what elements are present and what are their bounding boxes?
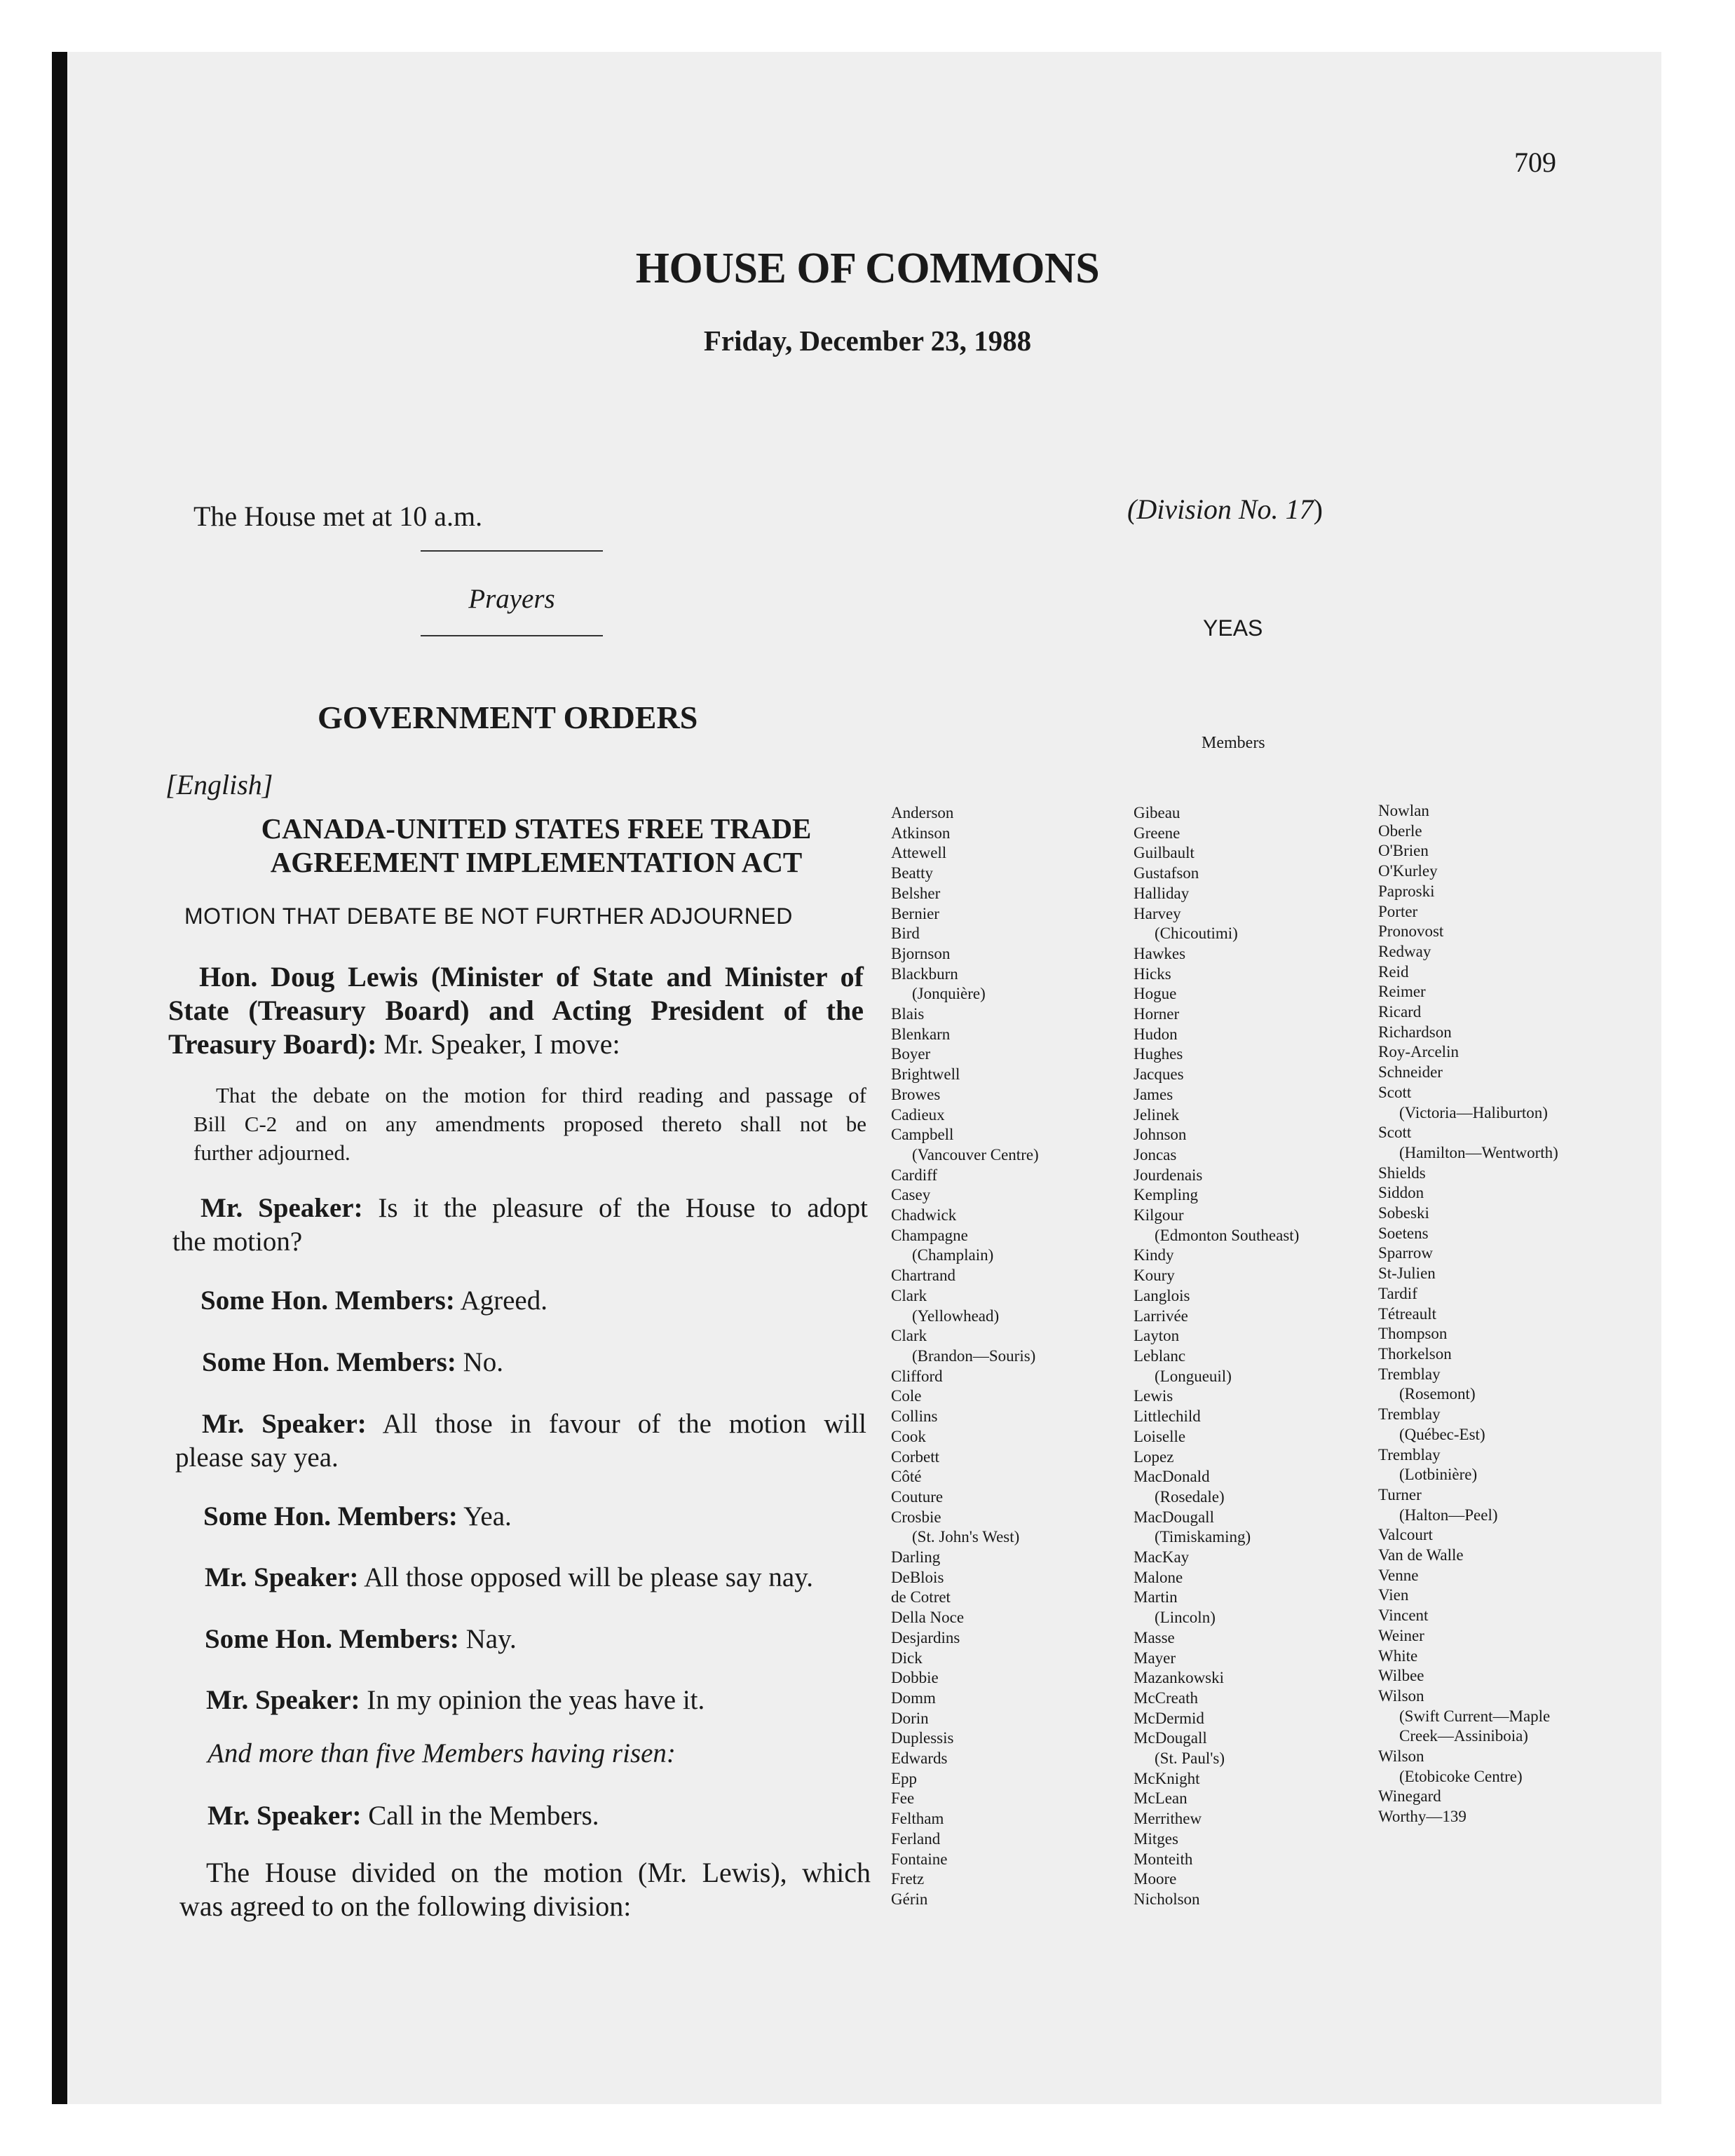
member-name: McLean	[1134, 1789, 1188, 1808]
member-name: Vincent	[1378, 1606, 1429, 1625]
member-name: Harvey	[1134, 904, 1181, 922]
quote-line: That the debate on the motion for third reading and passage of	[216, 1083, 866, 1107]
member-name: Cook	[891, 1427, 926, 1445]
member-name: Della Noce	[891, 1609, 965, 1627]
member-name: Chadwick	[891, 1206, 957, 1224]
member-name: McKnight	[1134, 1769, 1200, 1787]
speech-text: the motion?	[172, 1227, 303, 1257]
member-name: Browes	[891, 1085, 941, 1103]
speaker-name: Mr. Speaker:	[205, 1562, 359, 1592]
member-name: Scott	[1378, 1083, 1412, 1101]
speech-text: In my opinion the yeas have it.	[360, 1685, 705, 1715]
member-name: Duplessis	[891, 1729, 954, 1747]
member-name: Jourdenais	[1134, 1166, 1203, 1184]
speech-text: No.	[456, 1347, 504, 1377]
member-name: Boyer	[891, 1045, 931, 1063]
speech-text: All those in favour of the motion will	[366, 1409, 867, 1439]
members-column-3	[1378, 801, 1558, 1827]
member-name: McDermid	[1134, 1709, 1204, 1727]
quote-line: further adjourned.	[193, 1140, 351, 1165]
member-name: Roy-Arcelin	[1378, 1043, 1459, 1061]
member-name: Weiner	[1378, 1626, 1424, 1644]
member-name: Hughes	[1134, 1045, 1183, 1063]
member-name: Domm	[891, 1688, 936, 1707]
member-name: Soetens	[1378, 1224, 1429, 1242]
member-name: Fontaine	[891, 1850, 948, 1868]
member-name: Venne	[1378, 1566, 1419, 1584]
member-riding: (Lotbinière)	[1399, 1466, 1478, 1484]
quote-line: Bill C-2 and on any amendments proposed thereto shall not be	[193, 1112, 866, 1136]
member-riding: (Vancouver Centre)	[912, 1145, 1039, 1164]
speech-text: Agreed.	[454, 1285, 547, 1316]
member-riding: (Yellowhead)	[912, 1306, 1000, 1325]
yeas-heading: YEAS	[1203, 615, 1263, 641]
member-name: Kempling	[1134, 1186, 1198, 1204]
paragraph-line: The House divided on the motion (Mr. Lewis), which	[206, 1857, 871, 1888]
document-title: HOUSE OF COMMONS	[635, 245, 1100, 292]
member-name: Cardiff	[891, 1166, 938, 1184]
speaker-favour-call	[175, 1407, 866, 1475]
member-name: Kilgour	[1134, 1206, 1184, 1224]
member-name: Dick	[891, 1649, 923, 1667]
member-name: Jelinek	[1134, 1105, 1180, 1124]
speaker-name: Some Hon. Members:	[205, 1624, 459, 1654]
member-name: Winegard	[1378, 1787, 1441, 1806]
speaker-name: Some Hon. Members:	[202, 1347, 456, 1377]
member-name: McCreath	[1134, 1688, 1198, 1707]
binding-edge	[52, 52, 67, 2104]
members-nay	[205, 1623, 517, 1655]
member-name: Reid	[1378, 962, 1409, 981]
member-riding: (Etobicoke Centre)	[1399, 1767, 1523, 1785]
paren: )	[1313, 493, 1323, 525]
division-number	[1127, 493, 1323, 526]
member-name: Casey	[891, 1186, 931, 1204]
speaker-name: Mr. Speaker:	[202, 1409, 367, 1439]
member-name: Bjornson	[891, 944, 951, 962]
speaker-opinion	[206, 1684, 705, 1716]
speech-text: Nay.	[458, 1624, 517, 1654]
member-name: Cole	[891, 1387, 922, 1405]
member-name: Reimer	[1378, 983, 1426, 1001]
member-name: Corbett	[891, 1447, 939, 1466]
member-riding: Creek—Assiniboia)	[1399, 1727, 1528, 1745]
member-name: Chartrand	[891, 1267, 955, 1285]
speaker-call-members	[207, 1800, 599, 1831]
member-name: Dobbie	[891, 1669, 939, 1687]
motion-quote	[193, 1081, 866, 1167]
member-name: Thompson	[1378, 1325, 1448, 1343]
divider-rule	[421, 635, 603, 636]
member-name: Darling	[891, 1548, 941, 1567]
speech-text: All those opposed will be please say nay.	[358, 1562, 813, 1592]
member-name: Nowlan	[1378, 802, 1429, 819]
speech-text: Yea.	[457, 1501, 512, 1531]
member-name: Schneider	[1378, 1063, 1443, 1082]
member-name: Tremblay	[1378, 1365, 1441, 1383]
members-column-1	[891, 803, 1039, 1910]
page-number: 709	[1514, 146, 1556, 178]
member-name: Couture	[891, 1487, 944, 1506]
act-title-line: AGREEMENT IMPLEMENTATION ACT	[270, 846, 803, 878]
member-riding: (Québec-Est)	[1399, 1425, 1485, 1443]
member-name: Clark	[891, 1286, 927, 1304]
speaker-name: State (Treasury Board) and Acting President of the	[168, 995, 864, 1026]
member-name: Epp	[891, 1769, 918, 1787]
division-label: Division No.	[1136, 493, 1286, 525]
prayers-heading: Prayers	[468, 584, 555, 614]
member-name: Joncas	[1134, 1145, 1177, 1164]
member-name: Blenkarn	[891, 1025, 951, 1043]
member-name: Scott	[1378, 1124, 1412, 1142]
member-name: Blais	[891, 1005, 925, 1023]
member-name: Beatty	[891, 864, 934, 882]
member-riding: (Swift Current—Maple	[1399, 1707, 1551, 1725]
member-name: Leblanc	[1134, 1346, 1186, 1365]
member-name: O'Brien	[1378, 842, 1429, 860]
member-name: Van de Walle	[1378, 1546, 1464, 1564]
member-name: Langlois	[1134, 1286, 1190, 1304]
member-name: Bird	[891, 925, 920, 943]
member-name: Merrithew	[1134, 1810, 1202, 1828]
member-name: Lopez	[1134, 1447, 1174, 1466]
member-name: Fee	[891, 1789, 915, 1808]
member-name: Tétreault	[1378, 1304, 1437, 1323]
member-name: Siddon	[1378, 1184, 1424, 1202]
member-name: Hawkes	[1134, 944, 1186, 962]
member-name: MacKay	[1134, 1548, 1190, 1567]
member-name: Loiselle	[1134, 1427, 1186, 1445]
speaker-opposed-call	[205, 1562, 813, 1593]
speech-text: Mr. Speaker, I move:	[376, 1028, 620, 1060]
divider-rule	[421, 550, 603, 552]
member-name: Worthy—139	[1378, 1808, 1467, 1826]
member-riding: (Chicoutimi)	[1155, 925, 1238, 943]
member-riding: (Hamilton—Wentworth)	[1399, 1143, 1558, 1161]
member-name: Gibeau	[1134, 804, 1181, 821]
member-name: Larrivée	[1134, 1306, 1188, 1325]
member-name: Pronovost	[1378, 922, 1444, 941]
member-name: Vien	[1378, 1586, 1409, 1604]
member-name: Campbell	[891, 1126, 954, 1144]
members-risen-note: And more than five Members having risen:	[207, 1738, 676, 1768]
member-name: Crosbie	[891, 1508, 941, 1526]
member-name: Layton	[1134, 1327, 1180, 1345]
member-name: Attewell	[891, 844, 947, 862]
member-name: Edwards	[891, 1749, 948, 1768]
member-name: DeBlois	[891, 1568, 944, 1586]
speaker-adopt-question	[172, 1192, 868, 1259]
speaker-name: Mr. Speaker:	[200, 1193, 363, 1223]
member-name: Tardif	[1378, 1284, 1417, 1302]
member-riding: (Edmonton Southeast)	[1155, 1226, 1300, 1244]
member-name: Mitges	[1134, 1829, 1178, 1848]
section-heading: GOVERNMENT ORDERS	[318, 700, 698, 735]
member-riding: (Champlain)	[912, 1246, 994, 1264]
member-name: Oberle	[1378, 821, 1422, 840]
member-name: Mazankowski	[1134, 1669, 1225, 1687]
member-riding: (Rosedale)	[1155, 1487, 1225, 1506]
member-riding: (Brandon—Souris)	[912, 1346, 1036, 1365]
member-riding: (Halton—Peel)	[1399, 1506, 1498, 1524]
member-name: Johnson	[1134, 1126, 1187, 1144]
member-name: Gérin	[891, 1890, 928, 1908]
member-name: O'Kurley	[1378, 862, 1438, 880]
member-name: Clark	[891, 1327, 927, 1345]
member-name: Porter	[1378, 902, 1418, 920]
paragraph-line: was agreed to on the following division:	[179, 1890, 632, 1922]
member-name: Halliday	[1134, 884, 1190, 902]
speaker-name: Some Hon. Members:	[200, 1285, 455, 1316]
member-name: Wilson	[1378, 1686, 1424, 1705]
act-title	[182, 812, 890, 879]
member-name: Champagne	[891, 1226, 968, 1244]
member-name: Redway	[1378, 942, 1431, 960]
member-name: McDougall	[1134, 1729, 1207, 1747]
member-name: Clifford	[891, 1367, 943, 1385]
speech-text: please say yea.	[175, 1442, 339, 1473]
member-name: Blackburn	[891, 964, 958, 983]
member-name: Wilson	[1378, 1747, 1424, 1766]
member-name: James	[1134, 1085, 1173, 1103]
member-name: MacDougall	[1134, 1508, 1214, 1526]
member-name: Lewis	[1134, 1387, 1173, 1405]
member-name: Cadieux	[891, 1105, 945, 1124]
member-name: Collins	[891, 1407, 938, 1426]
speaker-name: Some Hon. Members:	[203, 1501, 458, 1531]
member-name: Feltham	[891, 1810, 944, 1828]
sitting-date: Friday, December 23, 1988	[703, 325, 1032, 357]
member-name: White	[1378, 1646, 1418, 1665]
member-name: Anderson	[891, 804, 954, 821]
member-name: Thorkelson	[1378, 1344, 1452, 1363]
member-riding: (Rosemont)	[1399, 1385, 1476, 1403]
member-name: Guilbault	[1134, 844, 1195, 862]
member-name: Kindy	[1134, 1246, 1174, 1264]
member-name: Moore	[1134, 1870, 1177, 1888]
member-name: Belsher	[891, 884, 941, 902]
member-name: Fretz	[891, 1870, 925, 1888]
member-name: Atkinson	[891, 824, 951, 842]
member-name: Gustafson	[1134, 864, 1199, 882]
member-name: Côté	[891, 1468, 922, 1486]
speech-text: Call in the Members.	[361, 1801, 599, 1831]
member-name: Valcourt	[1378, 1526, 1433, 1544]
member-name: Brightwell	[891, 1065, 960, 1084]
speaker-name: Treasury Board):	[168, 1028, 377, 1060]
member-name: Horner	[1134, 1005, 1180, 1023]
member-name: Greene	[1134, 824, 1181, 842]
member-name: Jacques	[1134, 1065, 1184, 1084]
member-name: Richardson	[1378, 1023, 1452, 1041]
member-name: Tremblay	[1378, 1405, 1441, 1424]
member-name: Mayer	[1134, 1649, 1176, 1667]
member-name: Tremblay	[1378, 1445, 1441, 1464]
speaker-name: Mr. Speaker:	[207, 1801, 362, 1831]
member-name: Hogue	[1134, 985, 1177, 1003]
member-riding: (Longueuil)	[1155, 1367, 1232, 1385]
house-divided-paragraph	[179, 1856, 871, 1923]
member-riding: (Jonquière)	[912, 985, 986, 1003]
member-name: St-Julien	[1378, 1264, 1436, 1283]
member-riding: (Lincoln)	[1155, 1609, 1216, 1627]
speaker-name: Mr. Speaker:	[206, 1685, 360, 1715]
lewis-motion-paragraph	[168, 960, 864, 1061]
member-riding: (Timiskaming)	[1155, 1528, 1251, 1546]
member-name: Hudon	[1134, 1025, 1178, 1043]
member-name: Malone	[1134, 1568, 1183, 1586]
division-value: 17	[1285, 493, 1314, 525]
speaker-name: Hon. Doug Lewis (Minister of State and Minister of	[199, 961, 864, 992]
house-met-line: The House met at 10 a.m.	[193, 500, 483, 532]
members-agreed	[200, 1285, 547, 1316]
members-yea	[203, 1501, 512, 1532]
act-title-line: CANADA-UNITED STATES FREE TRADE	[261, 812, 812, 845]
member-name: Nicholson	[1134, 1890, 1200, 1908]
member-name: Ricard	[1378, 1003, 1422, 1021]
member-name: Martin	[1134, 1588, 1178, 1606]
member-name: Masse	[1134, 1628, 1175, 1646]
member-riding: (St. John's West)	[912, 1528, 1020, 1546]
member-name: Littlechild	[1134, 1407, 1201, 1426]
member-name: Hicks	[1134, 964, 1171, 983]
members-no	[202, 1346, 503, 1378]
member-riding: (Victoria—Haliburton)	[1399, 1103, 1548, 1121]
member-name: Bernier	[891, 904, 939, 922]
member-name: de Cotret	[891, 1588, 951, 1606]
language-tag: [English]	[165, 769, 273, 800]
member-name: Desjardins	[891, 1628, 960, 1646]
member-name: Dorin	[891, 1709, 929, 1727]
member-name: Sobeski	[1378, 1204, 1429, 1222]
speech-text: Is it the pleasure of the House to adopt	[362, 1193, 868, 1223]
member-name: MacDonald	[1134, 1468, 1210, 1486]
member-riding: (St. Paul's)	[1155, 1749, 1225, 1768]
motion-heading: MOTION THAT DEBATE BE NOT FURTHER ADJOURNED	[184, 903, 793, 929]
member-name: Turner	[1378, 1485, 1422, 1503]
members-label: Members	[1202, 734, 1265, 752]
member-name: Monteith	[1134, 1850, 1193, 1868]
member-name: Ferland	[891, 1829, 941, 1848]
member-name: Sparrow	[1378, 1244, 1433, 1262]
member-name: Paproski	[1378, 882, 1435, 900]
paren: (	[1127, 493, 1137, 525]
members-column-2	[1134, 803, 1299, 1910]
member-name: Wilbee	[1378, 1667, 1424, 1685]
member-name: Shields	[1378, 1164, 1426, 1182]
member-name: Koury	[1134, 1267, 1175, 1285]
